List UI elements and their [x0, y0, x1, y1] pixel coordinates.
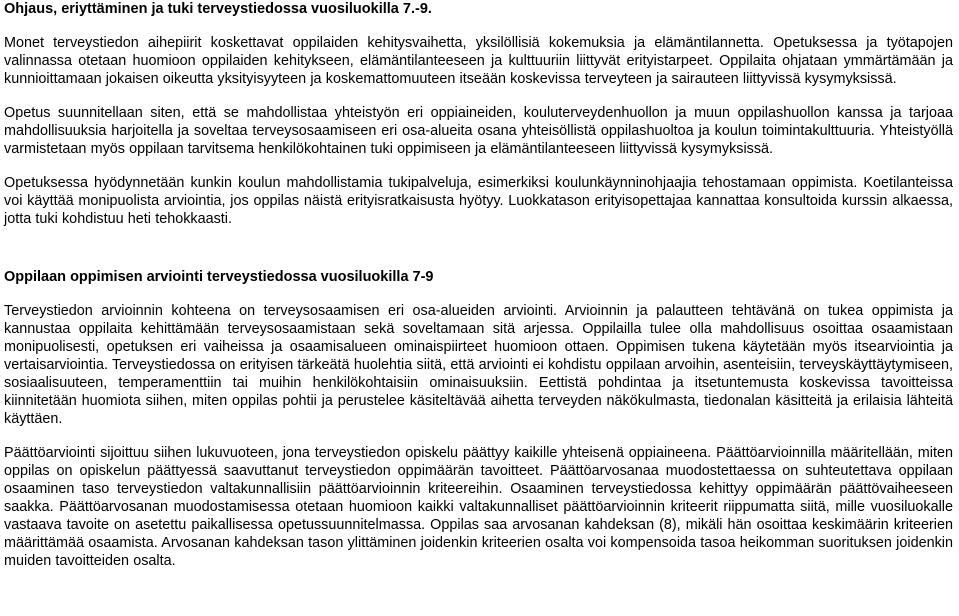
spacer	[4, 428, 953, 444]
paragraph-paattoarviointi: Päättöarviointi sijoittuu siihen lukuvuoteen, jona terveystiedon opiskelu päättyy kaikille yhteisenä oppiaineena. Päättöarvioinnilla määritellään, miten oppilas on opiskelun päättyessä saavuttanut terveystiedon oppimäärän tavoitteet. Päättöarvosanaa muodostettaessa on suhteutettava oppilaan osaaminen taso terveystiedon valtakunnallisiin päättöarvioinnin kriteereihin. Osaaminen terveystiedossa kehittyy oppimäärän päättövaiheeseen saakka. Päättöarvosanan muodostamisessa otetaan huomioon kaikki valtakunnalliset päättöarvioinnin kriteerit riippumatta siitä, mille vuosiluokalle vastaava tavoite on asetettu paikallisessa opetussuunnitelmassa. Oppilas saa arvosanan kahdeksan (8), mikäli hän osoittaa keskimäärin kriteerien määrittämää osaamista. Arvosanan kahdeksan tason ylittäminen joidenkin kriteerien osalta voi kompensoida tasoa heikomman suorituksen joidenkin muiden tavoitteiden osalta.	[4, 445, 953, 569]
paragraph-arvioinnin-kohde: Terveystiedon arvioinnin kohteena on terveysosaamisen eri osa-alueiden arviointi. Arvioinnin ja palautteen tehtävänä on tukea oppimista ja kannustaa oppilaita kehittämään terveysosaamistaan sekä soveltamaan sitä arjessa. Oppilailla tulee olla mahdollisuus osoittaa osaamistaan monipuolisesti, opetuksen eri vaiheissa ja osaamisalueen ominaispiirteet huomioon ottaen. Oppimisen tukena käytetään myös itsearviointia ja vertaisarviointia. Terveystiedossa on erityisen tärkeätä huolehtia siitä, että arviointi ei kohdistu oppilaan arvoihin, asenteisiin, terveyskäyttäytymiseen, sosiaalisuuteen, temperamenttiin tai muihin henkilökohtaisiin ominaisuuksiin. Eettistä pohdintaa ja itsetuntemusta koskevissa tavoitteissa kiinnitetään huomiota siihen, miten oppilas pohtii ja perustelee käsiteltävää aihetta terveyden näkökulmasta, tiedonalan käsitteitä ja erilaisia lähteitä käyttäen.	[4, 303, 953, 427]
spacer	[4, 286, 953, 302]
paragraph-yhteistyo: Opetus suunnitellaan siten, että se mahdollistaa yhteistyön eri oppiaineiden, kouluterveydenhuollon ja muun oppilashuollon kanssa ja tarjoaa mahdollisuuksia harjoitella ja soveltaa terveysosaamiseen eri osa-alueita osana yhteisöllistä oppilashuoltoa ja koulun toimintakulttuuria. Yhteistyöllä varmistetaan myös oppilaan tarvitsema henkilökohtainen tuki oppimiseen ja elämäntilanteeseen liittyvissä kysymyksissä.	[4, 105, 953, 157]
spacer	[4, 18, 953, 34]
section-title-arviointi: Oppilaan oppimisen arviointi terveystiedossa vuosiluokilla 7-9	[4, 269, 434, 285]
paragraph-tukipalvelut: Opetuksessa hyödynnetään kunkin koulun mahdollistamia tukipalveluja, esimerkiksi koulunkäynninohjaajia tehostamaan oppimista. Koetilanteissa voi käyttää monipuolista arviointia, jos oppilas näistä erityisratkaisusta hyötyy. Luokkatason erityisopettajaa kannattaa konsultoida kurssin alkaessa, jotta tuki kohdistuu heti tehokkaasti.	[4, 175, 953, 227]
spacer	[4, 228, 953, 268]
paragraph-erityistarpeet: Monet terveystiedon aihepiirit koskettavat oppilaiden kehitysvaihetta, yksilöllisiä kokemuksia ja elämäntilannetta. Opetuksessa ja työtapojen valinnassa otetaan huomioon oppilaiden kehitykseen, elämäntilanteeseen ja kulttuuriin liittyvät erityistarpeet. Oppilaita ohjataan ymmärtämään ja kunnioittamaan jokaisen oikeutta yksityisyyteen ja koskemattomuuteen itseään koskevissa terveyteen ja sairauteen liittyvissä kysymyksissä.	[4, 35, 953, 87]
spacer	[4, 88, 953, 104]
section-title-ohjaus: Ohjaus, eriyttäminen ja tuki terveystiedossa vuosiluokilla 7.-9.	[4, 1, 432, 17]
document-page	[4, 0, 953, 570]
spacer	[4, 158, 953, 174]
